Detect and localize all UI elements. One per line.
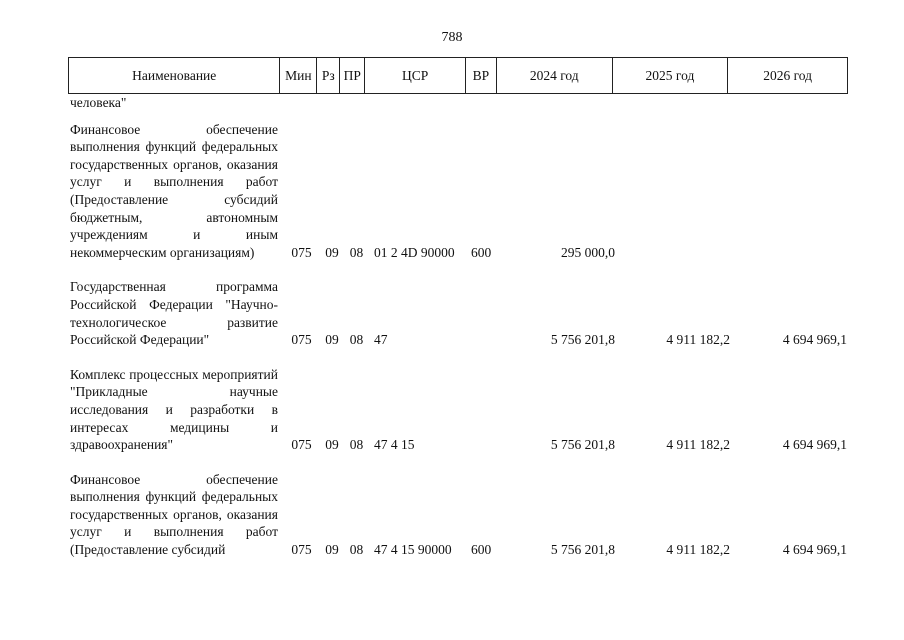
row-min: 075 (291, 244, 312, 260)
column-header-csr: ЦСР (365, 58, 466, 93)
row-name: Комплекс процессных мероприятий "Прикладные научные исследования и разработки в интересах медицины и здравоохранения" (70, 366, 278, 453)
page-number: 788 (441, 30, 463, 45)
table-row (68, 366, 858, 454)
column-header-2025: 2025 год (613, 58, 729, 93)
row-rz: 09 (325, 437, 339, 453)
row-vr: 600 (471, 244, 492, 260)
column-header-min: Мин (280, 58, 317, 93)
row-csr: 47 (374, 332, 388, 348)
column-header-rz: Рз (317, 58, 340, 93)
row-pr: 08 (349, 437, 364, 453)
row-vr: 600 (471, 542, 492, 558)
row-rz: 09 (325, 542, 339, 558)
row-2025: 4 911 182,2 (666, 437, 730, 453)
row-2024: 295 000,0 (561, 244, 615, 260)
column-header-name: Наименование (69, 58, 280, 93)
row-2026: 4 694 969,1 (782, 332, 847, 348)
row-pr: 08 (349, 244, 364, 260)
row-2024: 5 756 201,8 (550, 332, 615, 348)
row-name: Финансовое обеспечение выполнения функций федеральных государственных органов, оказания услуг и выполнения работ (Предоставление субсидий бюджетным, автономным учреждениям и иным некоммерческим организациям) (70, 121, 278, 260)
row-csr: 47 4 15 90000 (374, 542, 452, 558)
column-header-2024: 2024 год (497, 58, 613, 93)
table-row (68, 121, 858, 262)
row-pr: 08 (349, 332, 364, 348)
row-pr: 08 (349, 542, 364, 558)
row-name: Государственная программа Российской Федерации "Научно-технологическое развитие Российской Федерации" (70, 279, 278, 348)
row-2024: 5 756 201,8 (550, 437, 615, 453)
row-2025: 4 911 182,2 (666, 542, 730, 558)
table-row (68, 471, 858, 559)
row-rz: 09 (325, 244, 339, 260)
row-min: 075 (291, 437, 312, 453)
row-min: 075 (291, 542, 312, 558)
row-2024: 5 756 201,8 (550, 542, 615, 558)
row-rz: 09 (325, 332, 339, 348)
column-header-pr: ПР (340, 58, 365, 93)
row-csr: 01 2 4D 90000 (374, 244, 455, 260)
table-header (68, 57, 848, 94)
row-min: 075 (291, 332, 312, 348)
row-2025: 4 911 182,2 (666, 332, 730, 348)
row-name: человека" (70, 95, 127, 110)
row-2026: 4 694 969,1 (782, 542, 847, 558)
table-row (68, 94, 858, 112)
table-body (68, 94, 858, 576)
row-name: Финансовое обеспечение выполнения функций федеральных государственных органов, оказания услуг и выполнения работ (Предоставление субсидий (70, 471, 278, 558)
row-2026: 4 694 969,1 (782, 437, 847, 453)
column-header-vr: ВР (466, 58, 497, 93)
row-csr: 47 4 15 (374, 437, 415, 453)
table-row (68, 278, 858, 348)
column-header-2026: 2026 год (763, 67, 813, 83)
